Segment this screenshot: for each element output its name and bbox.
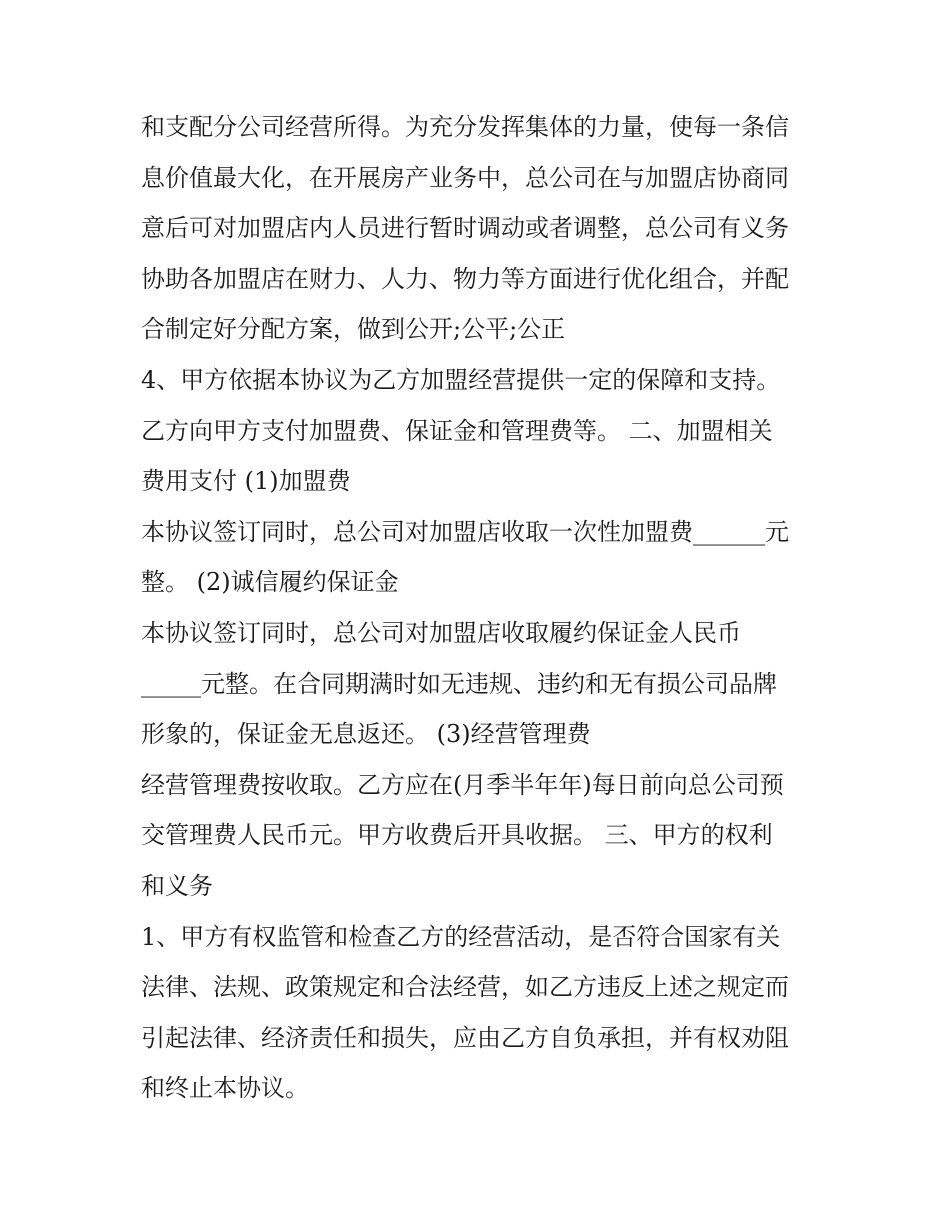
text-line: 乙方向甲方支付加盟费、保证金和管理费等。 二、加盟相关 bbox=[141, 416, 773, 445]
text-line: _____元整。在合同期满时如无违规、违约和无有损公司品牌 bbox=[141, 669, 777, 698]
text-line: 合制定好分配方案，做到公开;公平;公正 bbox=[141, 315, 566, 344]
text-line: 息价值最大化，在开展房产业务中，总公司在与加盟店协商同 bbox=[141, 163, 789, 192]
text-line: 和义务 bbox=[141, 871, 213, 900]
text-line: 本协议签订同时，总公司对加盟店收取一次性加盟费______元 bbox=[141, 517, 789, 546]
text-line: 1、甲方有权监管和检查乙方的经营活动，是否符合国家有关 bbox=[141, 922, 781, 951]
text-line: 形象的，保证金无息返还。 (3)经营管理费 bbox=[141, 720, 591, 749]
document-body bbox=[141, 102, 821, 1114]
text-line: 意后可对加盟店内人员进行暂时调动或者调整，总公司有义务 bbox=[141, 214, 789, 243]
text-line: 4、甲方依据本协议为乙方加盟经营提供一定的保障和支持。 bbox=[141, 365, 781, 394]
text-line: 引起法律、经济责任和损失，应由乙方自负承担，并有权劝阻 bbox=[141, 1023, 789, 1052]
text-line: 整。 (2)诚信履约保证金 bbox=[141, 568, 399, 597]
text-line: 经营管理费按收取。乙方应在(月季半年年)每日前向总公司预 bbox=[141, 770, 784, 799]
text-line: 协助各加盟店在财力、人力、物力等方面进行优化组合，并配 bbox=[141, 264, 789, 293]
text-line: 和终止本协议。 bbox=[141, 1074, 309, 1103]
text-line: 本协议签订同时，总公司对加盟店收取履约保证金人民币 bbox=[141, 618, 741, 647]
text-line: 和支配分公司经营所得。为充分发挥集体的力量，使每一条信 bbox=[141, 113, 789, 141]
text-line: 交管理费人民币元。甲方收费后开具收据。 三、甲方的权利 bbox=[141, 821, 773, 850]
text-line: 费用支付 (1)加盟费 bbox=[141, 467, 351, 496]
text-line: 法律、法规、政策规定和合法经营，如乙方违反上述之规定而 bbox=[141, 973, 789, 1002]
